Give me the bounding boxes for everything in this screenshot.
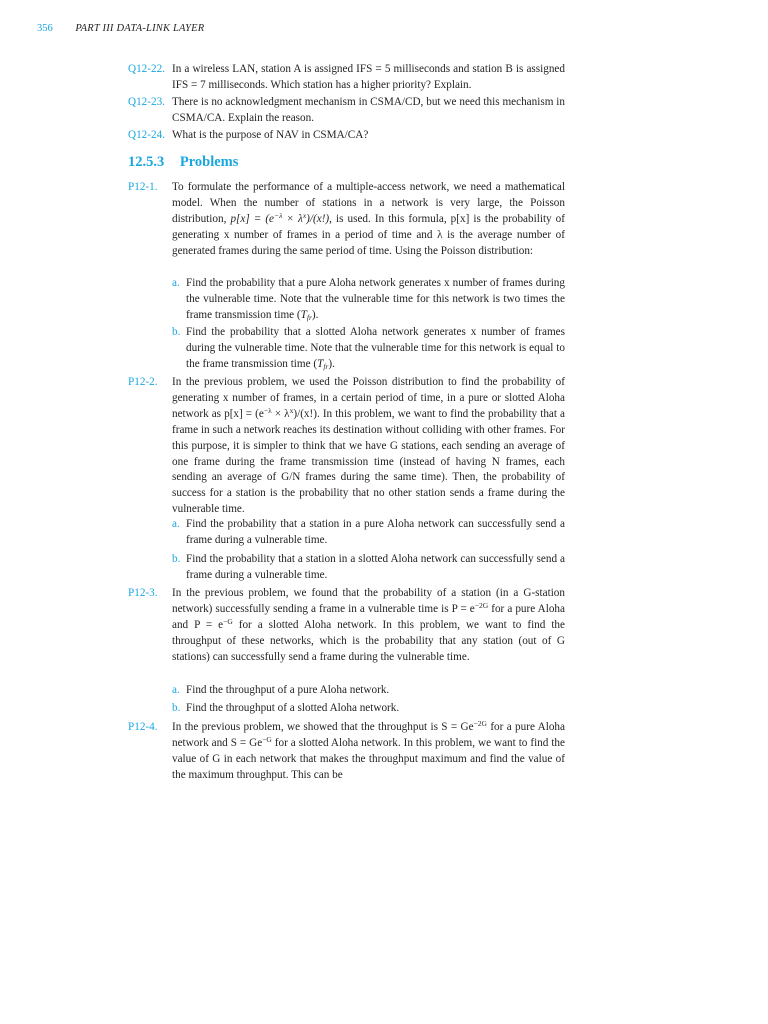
- problem-text: To formulate the performance of a multiple-access network, we need a mathematical model. When the number of stations in a network is very large, the Poisson distribution, $p[x] = (e^{-\lambda} \times \lambda^x)/(x!)$, is used. In this formula, p[x] is the probability of generating x number of frames in a period of time and λ is the average number of generated frames during the same period of time. Using the Poisson distribution:: [172, 181, 565, 257]
- question-label: Q12-22.: [128, 63, 165, 75]
- part-label: a.: [172, 684, 180, 696]
- part-label: b.: [172, 702, 181, 714]
- part-text: Find the probability that a station in a slotted Aloha network can successfully send a frame during a vulnerable time.: [186, 553, 565, 581]
- section-heading: [128, 154, 238, 171]
- problem-part-b: [172, 325, 565, 373]
- problem-p12-4: [128, 720, 565, 784]
- part-text: Find the probability that a pure Aloha network generates x number of frames during the vulnerable time. Note that the vulnerable time for this network is two times the frame transmission time $(T_{fr})$.: [186, 277, 565, 322]
- question-text: What is the purpose of NAV in CSMA/CA?: [172, 129, 369, 141]
- part-label: b.: [172, 553, 181, 565]
- problem-p12-1: [128, 180, 565, 260]
- problem-part-a: [172, 517, 565, 549]
- problem-part-a: [172, 276, 565, 324]
- problem-text: In the previous problem, we showed that the throughput is $S = Ge^{-2G}$ for a pure Aloha network and $S = Ge^{-G}$ for a slotted Aloha network. In this problem, we want to find the value of G in each network that makes the throughput maximum and find the value of the maximum throughput. This can be: [172, 719, 565, 781]
- part-text: Find the probability that a station in a pure Aloha network can successfully send a frame during a vulnerable time.: [186, 518, 565, 546]
- question-text: In a wireless LAN, station A is assigned IFS = 5 milliseconds and station B is assigned IFS = 7 milliseconds. Which station has a higher priority? Explain.: [172, 63, 565, 91]
- part-label: a.: [172, 518, 180, 530]
- question-q12-24: [128, 128, 565, 144]
- problem-part-a: [172, 683, 565, 699]
- problem-part-b: [172, 552, 565, 584]
- question-q12-22: [128, 62, 565, 94]
- question-label: Q12-24.: [128, 129, 165, 141]
- question-label: Q12-23.: [128, 96, 165, 108]
- problem-label: P12-1.: [128, 181, 158, 193]
- question-text: There is no acknowledgment mechanism in CSMA/CD, but we need this mechanism in CSMA/CA. Explain the reason.: [172, 96, 565, 124]
- poisson-formula: $p[x] = (e^{-\lambda} \times \lambda^x)/(x!)$: [230, 210, 330, 225]
- running-header: [37, 23, 204, 34]
- section-title: Problems: [179, 154, 239, 170]
- problem-label: P12-3.: [128, 587, 158, 599]
- problem-p12-3: [128, 586, 565, 666]
- problem-label: P12-2.: [128, 376, 158, 388]
- problem-p12-2: [128, 375, 565, 518]
- problem-text: In the previous problem, we found that the probability of a station (in a G-station network) successfully sending a frame in a vulnerable time is $P = e^{-2G}$ for a pure Aloha and $P = e^{-G}$ for a slotted Aloha network. In this problem, we want to find the throughput of these networks, which is the probability that any station (out of G stations) can successfully send a frame during the vulnerable time.: [172, 587, 565, 663]
- question-q12-23: [128, 95, 565, 127]
- problem-label: P12-4.: [128, 721, 158, 733]
- part-text: Find the throughput of a slotted Aloha network.: [186, 702, 400, 714]
- part-text: Find the throughput of a pure Aloha network.: [186, 684, 390, 696]
- page-number: 356: [37, 23, 53, 34]
- part-label: a.: [172, 277, 180, 289]
- problem-part-b: [172, 701, 565, 717]
- part-label: b.: [172, 326, 181, 338]
- part-title: PART III DATA-LINK LAYER: [75, 23, 205, 34]
- section-number: 12.5.3: [128, 154, 165, 170]
- part-text: Find the probability that a slotted Aloha network generates x number of frames during the vulnerable time. Note that the vulnerable time for this network is equal to the frame transmission time $(T_{fr})$.: [186, 326, 565, 371]
- problem-text: In the previous problem, we used the Poisson distribution to find the probability of generating x number of frames, in a certain period of time, in a pure or slotted Aloha network as $p[x] = (e^{-\lambda} \times \lambda^x)/(x!)$. In this problem, we want to find the probability that a frame in such a network reaches its destination without colliding with other frames. For this purpose, it is simpler to think that we have G stations, each sending an average of one frame during the frame transmission time (instead of having N frames, each sending an average of G/N frames during the same time). Then, the probability of success for a station is the probability that no other station sends a frame during the vulnerable time.: [172, 376, 566, 516]
